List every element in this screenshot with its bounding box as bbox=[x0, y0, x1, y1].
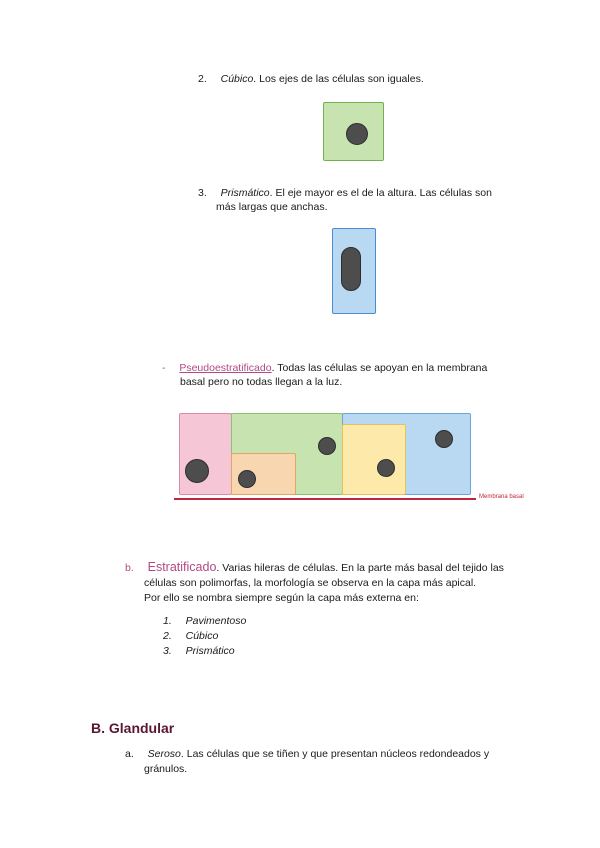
orange-cell bbox=[231, 453, 296, 495]
section-heading: B. Glandular bbox=[91, 720, 175, 736]
list-item-cubico bbox=[198, 72, 424, 86]
list-letter: a. bbox=[125, 748, 134, 760]
definition-text: . Los ejes de las células son iguales. bbox=[253, 73, 424, 85]
list-number: 2. bbox=[198, 73, 207, 85]
sublist-label: Pavimentoso bbox=[185, 615, 247, 627]
bullet-dash: - bbox=[162, 362, 166, 374]
definition-text: . Las células que se tiñen y que presentan núcleos redondeados y bbox=[180, 748, 490, 760]
cubic-cell-illustration bbox=[323, 102, 384, 161]
term-cubico: Cúbico bbox=[220, 73, 254, 85]
list-letter: b. bbox=[125, 562, 134, 574]
definition-text-continuation: Por ello se nombra siempre según la capa más externa en: bbox=[144, 592, 419, 604]
definition-text: . El eje mayor es el de la altura. Las células son bbox=[269, 187, 492, 199]
nucleus-icon bbox=[238, 470, 256, 488]
term-pseudoestratificado[interactable]: Pseudoestratificado bbox=[179, 362, 272, 374]
term-estratificado: Estratificado bbox=[147, 560, 217, 574]
sublist-item bbox=[163, 614, 246, 628]
definition-text-continuation: más largas que anchas. bbox=[216, 201, 328, 213]
yellow-cell bbox=[342, 424, 406, 495]
sublist-label: Cúbico bbox=[185, 630, 219, 642]
nucleus-icon bbox=[346, 123, 368, 145]
list-item-prismatico bbox=[198, 186, 492, 200]
list-number: 3. bbox=[198, 187, 207, 199]
nucleus-icon bbox=[318, 437, 336, 455]
definition-text: . Varias hileras de células. En la parte más basal del tejido las bbox=[216, 562, 504, 574]
nucleus-icon bbox=[435, 430, 453, 448]
list-number: 3. bbox=[163, 645, 172, 657]
term-prismatico: Prismático bbox=[220, 187, 270, 199]
basal-membrane-line bbox=[174, 498, 476, 500]
elongated-nucleus-icon bbox=[341, 247, 361, 291]
prismatic-cell-illustration bbox=[332, 228, 376, 314]
item-seroso bbox=[125, 747, 489, 761]
item-estratificado bbox=[125, 559, 504, 576]
list-number: 2. bbox=[163, 630, 172, 642]
list-number: 1. bbox=[163, 615, 172, 627]
definition-text-continuation: basal pero no todas llegan a la luz. bbox=[180, 376, 343, 388]
pink-cell bbox=[179, 413, 232, 495]
definition-text-continuation: células son polimorfas, la morfología se observa en la capa más apical. bbox=[144, 577, 477, 589]
sublist-item bbox=[163, 644, 235, 658]
definition-text-continuation: gránulos. bbox=[144, 763, 188, 775]
basal-membrane-label: Membrana basal bbox=[479, 494, 524, 500]
nucleus-icon bbox=[377, 459, 395, 477]
bullet-pseudoestratificado bbox=[162, 361, 487, 375]
definition-text: . Todas las células se apoyan en la membrana bbox=[271, 362, 488, 374]
pseudostratified-illustration bbox=[170, 410, 540, 505]
nucleus-icon bbox=[185, 459, 209, 483]
sublist-item bbox=[163, 629, 218, 643]
sublist-label: Prismático bbox=[185, 645, 235, 657]
term-seroso: Seroso bbox=[147, 748, 181, 760]
